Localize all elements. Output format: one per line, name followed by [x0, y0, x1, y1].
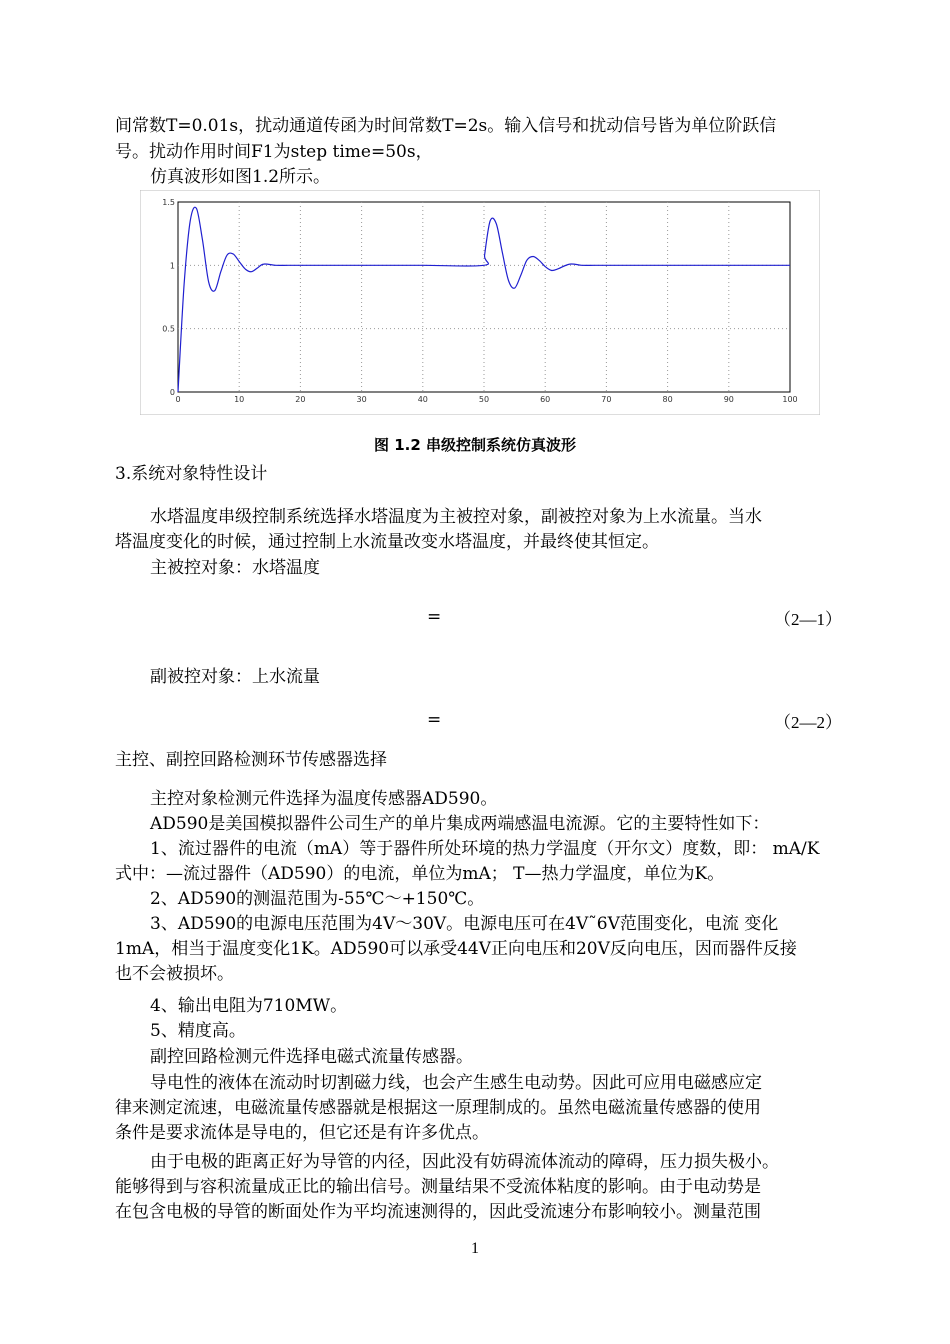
y-tick-label: 1.5 — [162, 198, 175, 207]
text-line: 号。扰动作用时间F1为step time=50s， — [115, 142, 433, 162]
x-tick-label: 30 — [356, 395, 367, 404]
text-line: 仿真波形如图1.2所示。 — [150, 167, 331, 187]
text-line: 副控回路检测元件选择电磁式流量传感器。 — [150, 1047, 473, 1067]
equation-2-number: （2—2） — [774, 713, 842, 732]
page-number: 1 — [471, 1240, 479, 1257]
text-line: 4、输出电阻为710MW。 — [150, 996, 348, 1016]
figure-caption: 图 1.2 串级控制系统仿真波形 — [373, 436, 577, 454]
text-line: 塔温度变化的时候，通过控制上水流量改变水塔温度，并最终使其恒定。 — [115, 532, 659, 552]
y-tick-label: 0 — [169, 388, 175, 397]
x-tick-label: 80 — [662, 395, 673, 404]
equation-1-number: （2—1） — [774, 610, 842, 629]
text-line: 式中：—流过器件（AD590）的电流，单位为mA； T—热力学温度，单位为K。 — [115, 864, 725, 884]
x-tick-label: 100 — [782, 395, 798, 404]
equation-2-sign: = — [427, 710, 442, 730]
text-line: 1mA，相当于温度变化1K。AD590可以承受44V正向电压和20V反向电压，因而器件反接 — [115, 939, 797, 959]
y-tick-label: 1 — [169, 261, 175, 271]
chart-svg — [140, 190, 820, 415]
x-tick-label: 70 — [601, 395, 612, 404]
y-tick-label: 0.5 — [162, 324, 175, 334]
text-line: 能够得到与容积流量成正比的输出信号。测量结果不受流体粘度的影响。由于电动势是 — [115, 1177, 761, 1197]
text-line: 水塔温度串级控制系统选择水塔温度为主被控对象，副被控对象为上水流量。当水 — [150, 507, 762, 527]
text-line: 3、AD590的电源电压范围为4V～30V。电源电压可在4V˜6V范围变化，电流 变化 — [150, 914, 779, 934]
text-line: AD590是美国模拟器件公司生产的单片集成两端感温电流源。它的主要特性如下： — [150, 814, 770, 834]
x-tick-label: 10 — [234, 395, 245, 404]
text-line: 律来测定流速，电磁流量传感器就是根据这一原理制成的。虽然电磁流量传感器的使用 — [115, 1098, 761, 1118]
text-line: 由于电极的距离正好为导管的内径，因此没有妨碍流体流动的障碍，压力损失极小。 — [150, 1152, 779, 1172]
text-line: 主控对象检测元件选择为温度传感器AD590。 — [150, 789, 498, 809]
x-tick-label: 40 — [417, 395, 428, 404]
x-tick-label: 50 — [478, 395, 490, 404]
text-line: 1、流过器件的电流（mA）等于器件所处环境的热力学温度（开尔文）度数，即： mA/K — [150, 839, 820, 859]
text-line: 5、精度高。 — [150, 1021, 246, 1041]
x-tick-label: 0 — [175, 395, 181, 404]
section-heading: 主控、副控回路检测环节传感器选择 — [115, 750, 387, 770]
text-line: 导电性的液体在流动时切割磁力线，也会产生感生电动势。因此可应用电磁感应定 — [150, 1073, 762, 1093]
text-line: 2、AD590的测温范围为-55℃～+150℃。 — [150, 889, 485, 909]
simulation-chart — [140, 190, 820, 415]
x-tick-label: 20 — [295, 395, 306, 404]
x-tick-label: 90 — [723, 395, 734, 404]
text-line: 也不会被损坏。 — [115, 964, 234, 984]
text-line: 间常数T=0.01s，扰动通道传函为时间常数T=2s。输入信号和扰动信号皆为单位阶跃信 — [115, 116, 777, 136]
section-heading: 3.系统对象特性设计 — [115, 464, 268, 484]
text-line: 条件是要求流体是导电的，但它还是有许多优点。 — [115, 1123, 489, 1143]
text-line: 在包含电极的导管的断面处作为平均流速测得的，因此受流速分布影响较小。测量范围 — [115, 1202, 761, 1222]
equation-1-sign: = — [427, 607, 442, 627]
x-tick-label: 60 — [540, 395, 551, 404]
text-line: 主被控对象：水塔温度 — [150, 558, 320, 578]
text-line: 副被控对象：上水流量 — [150, 667, 320, 687]
